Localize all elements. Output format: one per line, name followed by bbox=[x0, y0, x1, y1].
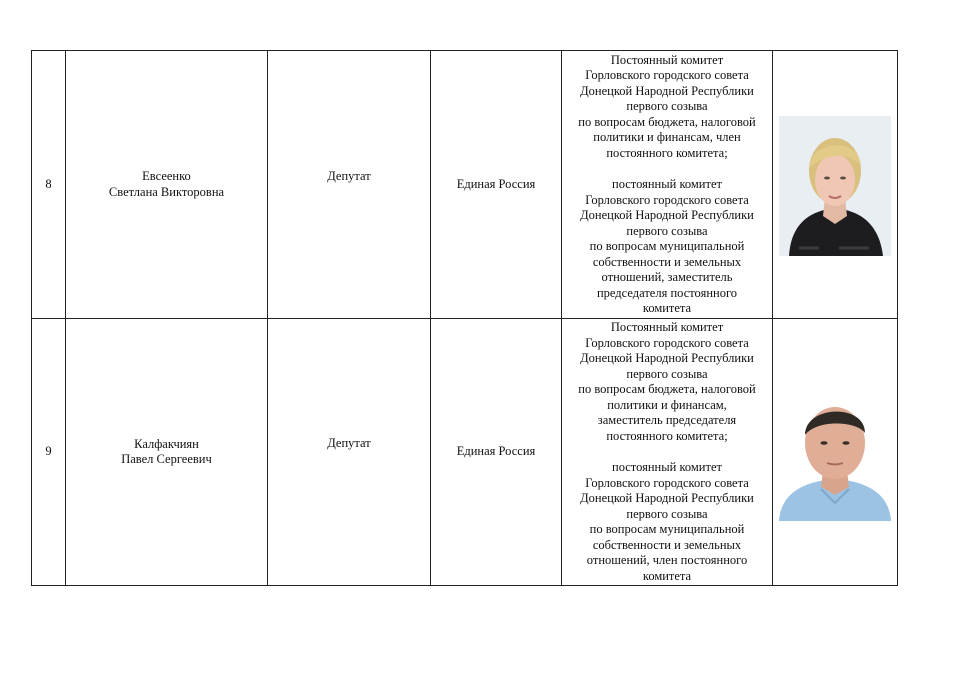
deputies-table bbox=[31, 50, 898, 586]
committee-line: по вопросам бюджета, налоговой bbox=[578, 114, 756, 129]
committee-line: постоянный комитет bbox=[612, 460, 722, 474]
committee-line: отношений, заместитель bbox=[601, 270, 733, 284]
committee-line: политики и финансам, член bbox=[593, 130, 741, 144]
committee-line: Горловского городского совета bbox=[585, 475, 749, 490]
position-text: Депутат bbox=[327, 168, 371, 183]
deputy-party bbox=[431, 319, 562, 586]
deputy-photo bbox=[777, 391, 893, 521]
committee-line: Горловского городского совета bbox=[585, 335, 749, 350]
committee-memberships bbox=[562, 51, 773, 319]
committee-line: Донецкой Народной Республики bbox=[580, 491, 754, 505]
committee-line: первого созыва bbox=[626, 223, 708, 238]
committee-line: политики и финансам, bbox=[607, 397, 727, 412]
committee-line: Донецкой Народной Республики bbox=[580, 351, 754, 365]
committee-line: комитета bbox=[642, 301, 692, 315]
committee-line: первого созыва bbox=[626, 366, 708, 381]
row-number bbox=[32, 319, 66, 586]
committee-line: постоянный комитет bbox=[612, 177, 722, 191]
portrait-man-icon bbox=[777, 391, 893, 521]
party-text: Единая Россия bbox=[456, 444, 536, 459]
committee-line: по вопросам бюджета, налоговой bbox=[578, 382, 756, 396]
committee-line: по вопросам муниципальной bbox=[589, 239, 745, 253]
deputy-party bbox=[431, 51, 562, 319]
committee-line: Донецкой Народной Республики bbox=[580, 83, 754, 98]
table-row bbox=[32, 319, 898, 586]
row-number-text: 9 bbox=[45, 444, 52, 459]
committee-line: постоянного комитета; bbox=[606, 145, 728, 160]
given-names: Светлана Викторовна bbox=[108, 184, 225, 199]
deputy-name bbox=[66, 319, 268, 586]
committee-line: Постоянный комитет bbox=[610, 320, 724, 334]
committee-line: собственности и земельных bbox=[592, 537, 742, 552]
portrait-woman-icon bbox=[779, 116, 891, 256]
committee-line: собственности и земельных bbox=[592, 254, 742, 269]
deputy-position bbox=[268, 319, 431, 586]
surname: Калфакчиян bbox=[134, 436, 199, 451]
deputy-position bbox=[268, 51, 431, 319]
committee-line: первого созыва bbox=[626, 99, 708, 113]
deputy-name bbox=[66, 51, 268, 319]
committee-line: отношений, член постоянного bbox=[586, 553, 748, 567]
party-text: Единая Россия bbox=[456, 176, 536, 191]
committee-line: по вопросам муниципальной bbox=[589, 522, 745, 536]
row-number-text: 8 bbox=[45, 176, 52, 191]
given-names: Павел Сергеевич bbox=[121, 452, 212, 466]
committee-line: Горловского городского совета bbox=[585, 192, 749, 207]
surname: Евсеенко bbox=[142, 169, 191, 183]
deputy-photo-cell bbox=[773, 319, 898, 586]
committee-line: Горловского городского совета bbox=[585, 68, 749, 82]
committee-line: заместитель председателя bbox=[597, 413, 737, 427]
committee-line: Донецкой Народной Республики bbox=[580, 208, 754, 222]
table-row bbox=[32, 51, 898, 319]
committee-line: комитета bbox=[642, 568, 692, 583]
committee-line: первого созыва bbox=[626, 506, 708, 521]
deputy-photo bbox=[779, 116, 891, 256]
committee-line: Постоянный комитет bbox=[610, 52, 724, 67]
committee-line: председателя постоянного bbox=[596, 285, 738, 300]
position-text: Депутат bbox=[327, 436, 371, 451]
committee-line: постоянного комитета; bbox=[606, 428, 728, 443]
committee-memberships bbox=[562, 319, 773, 586]
deputy-photo-cell bbox=[773, 51, 898, 319]
row-number bbox=[32, 51, 66, 319]
